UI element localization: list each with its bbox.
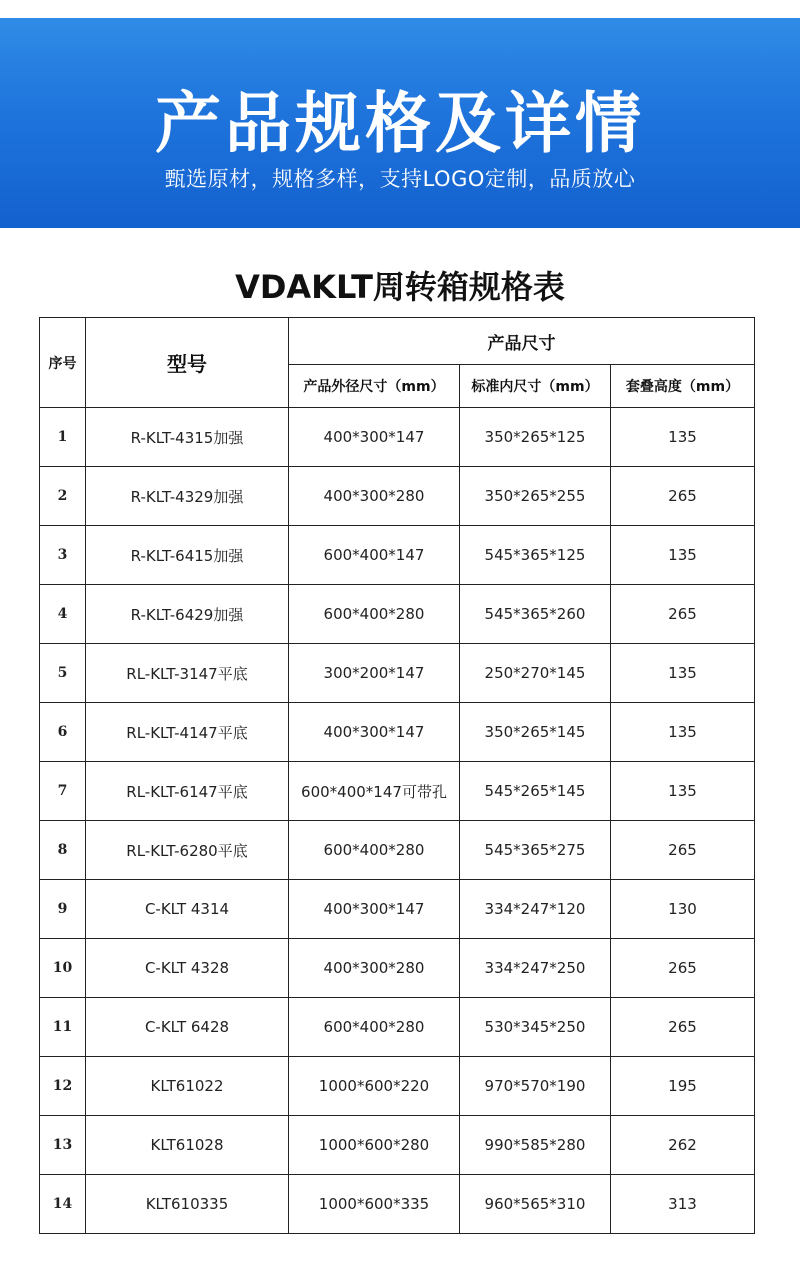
table-row xyxy=(40,644,755,703)
row-stack-height: 262 xyxy=(611,1116,755,1175)
row-no: 2 xyxy=(40,467,86,526)
table-row xyxy=(40,408,755,467)
header-model: 型号 xyxy=(86,318,289,408)
row-inner-size: 350*265*255 xyxy=(460,467,611,526)
row-inner-size: 334*247*250 xyxy=(460,939,611,998)
table-row xyxy=(40,1175,755,1234)
row-stack-height: 130 xyxy=(611,880,755,939)
row-stack-height: 265 xyxy=(611,821,755,880)
row-stack-height: 135 xyxy=(611,762,755,821)
row-outer-size: 600*400*280 xyxy=(289,821,460,880)
row-stack-height: 195 xyxy=(611,1057,755,1116)
row-inner-size: 970*570*190 xyxy=(460,1057,611,1116)
header-no: 序号 xyxy=(40,318,86,408)
row-inner-size: 350*265*125 xyxy=(460,408,611,467)
row-stack-height: 313 xyxy=(611,1175,755,1234)
row-stack-height: 135 xyxy=(611,703,755,762)
row-no: 1 xyxy=(40,408,86,467)
row-inner-size: 545*365*125 xyxy=(460,526,611,585)
table-row xyxy=(40,526,755,585)
row-inner-size: 960*565*310 xyxy=(460,1175,611,1234)
row-model: C-KLT 4314 xyxy=(86,880,289,939)
row-no: 14 xyxy=(40,1175,86,1234)
table-row xyxy=(40,467,755,526)
table-row xyxy=(40,762,755,821)
row-no: 4 xyxy=(40,585,86,644)
header-banner xyxy=(0,18,800,228)
row-no: 8 xyxy=(40,821,86,880)
row-model: R-KLT-4329加强 xyxy=(86,467,289,526)
row-inner-size: 545*265*145 xyxy=(460,762,611,821)
row-outer-size: 600*400*280 xyxy=(289,585,460,644)
row-inner-size: 545*365*260 xyxy=(460,585,611,644)
row-model: C-KLT 6428 xyxy=(86,998,289,1057)
row-outer-size: 400*300*147 xyxy=(289,408,460,467)
row-stack-height: 265 xyxy=(611,467,755,526)
row-model: KLT61028 xyxy=(86,1116,289,1175)
table-row xyxy=(40,821,755,880)
row-stack-height: 265 xyxy=(611,998,755,1057)
row-stack-height: 265 xyxy=(611,939,755,998)
header-product-size: 产品尺寸 xyxy=(289,318,755,365)
table-row xyxy=(40,1116,755,1175)
spec-table xyxy=(39,317,755,1234)
row-no: 5 xyxy=(40,644,86,703)
row-no: 6 xyxy=(40,703,86,762)
table-row xyxy=(40,939,755,998)
row-model: RL-KLT-6280平底 xyxy=(86,821,289,880)
row-inner-size: 990*585*280 xyxy=(460,1116,611,1175)
row-outer-size: 1000*600*335 xyxy=(289,1175,460,1234)
row-outer-size: 1000*600*280 xyxy=(289,1116,460,1175)
row-model: KLT610335 xyxy=(86,1175,289,1234)
row-inner-size: 250*270*145 xyxy=(460,644,611,703)
row-model: C-KLT 4328 xyxy=(86,939,289,998)
row-model: RL-KLT-6147平底 xyxy=(86,762,289,821)
table-row xyxy=(40,998,755,1057)
row-model: RL-KLT-4147平底 xyxy=(86,703,289,762)
table-row xyxy=(40,585,755,644)
row-stack-height: 135 xyxy=(611,526,755,585)
row-inner-size: 350*265*145 xyxy=(460,703,611,762)
row-no: 11 xyxy=(40,998,86,1057)
table-row xyxy=(40,703,755,762)
header-row xyxy=(40,318,755,365)
row-outer-size: 1000*600*220 xyxy=(289,1057,460,1116)
row-model: R-KLT-6429加强 xyxy=(86,585,289,644)
row-no: 9 xyxy=(40,880,86,939)
row-outer-size: 400*300*147 xyxy=(289,703,460,762)
row-stack-height: 135 xyxy=(611,644,755,703)
table-title: VDAKLT周转箱规格表 xyxy=(235,268,565,306)
row-model: R-KLT-6415加强 xyxy=(86,526,289,585)
header-inner-size: 标准内尺寸（mm） xyxy=(460,365,611,408)
row-stack-height: 135 xyxy=(611,408,755,467)
row-model: KLT61022 xyxy=(86,1057,289,1116)
row-model: RL-KLT-3147平底 xyxy=(86,644,289,703)
row-inner-size: 545*365*275 xyxy=(460,821,611,880)
row-inner-size: 530*345*250 xyxy=(460,998,611,1057)
row-outer-size: 400*300*147 xyxy=(289,880,460,939)
row-model: R-KLT-4315加强 xyxy=(86,408,289,467)
row-outer-size: 400*300*280 xyxy=(289,467,460,526)
row-no: 10 xyxy=(40,939,86,998)
table-row xyxy=(40,880,755,939)
row-outer-size: 600*400*147可带孔 xyxy=(289,762,460,821)
header-stack-height: 套叠高度（mm） xyxy=(611,365,755,408)
row-inner-size: 334*247*120 xyxy=(460,880,611,939)
row-stack-height: 265 xyxy=(611,585,755,644)
row-no: 12 xyxy=(40,1057,86,1116)
row-outer-size: 400*300*280 xyxy=(289,939,460,998)
row-outer-size: 600*400*147 xyxy=(289,526,460,585)
row-no: 3 xyxy=(40,526,86,585)
table-row xyxy=(40,1057,755,1116)
row-no: 13 xyxy=(40,1116,86,1175)
banner-title: 产品规格及详情 xyxy=(155,85,645,162)
row-no: 7 xyxy=(40,762,86,821)
row-outer-size: 600*400*280 xyxy=(289,998,460,1057)
header-outer-size: 产品外径尺寸（mm） xyxy=(289,365,460,408)
banner-subtitle: 甄选原材，规格多样，支持LOGO定制，品质放心 xyxy=(164,167,636,191)
row-outer-size: 300*200*147 xyxy=(289,644,460,703)
